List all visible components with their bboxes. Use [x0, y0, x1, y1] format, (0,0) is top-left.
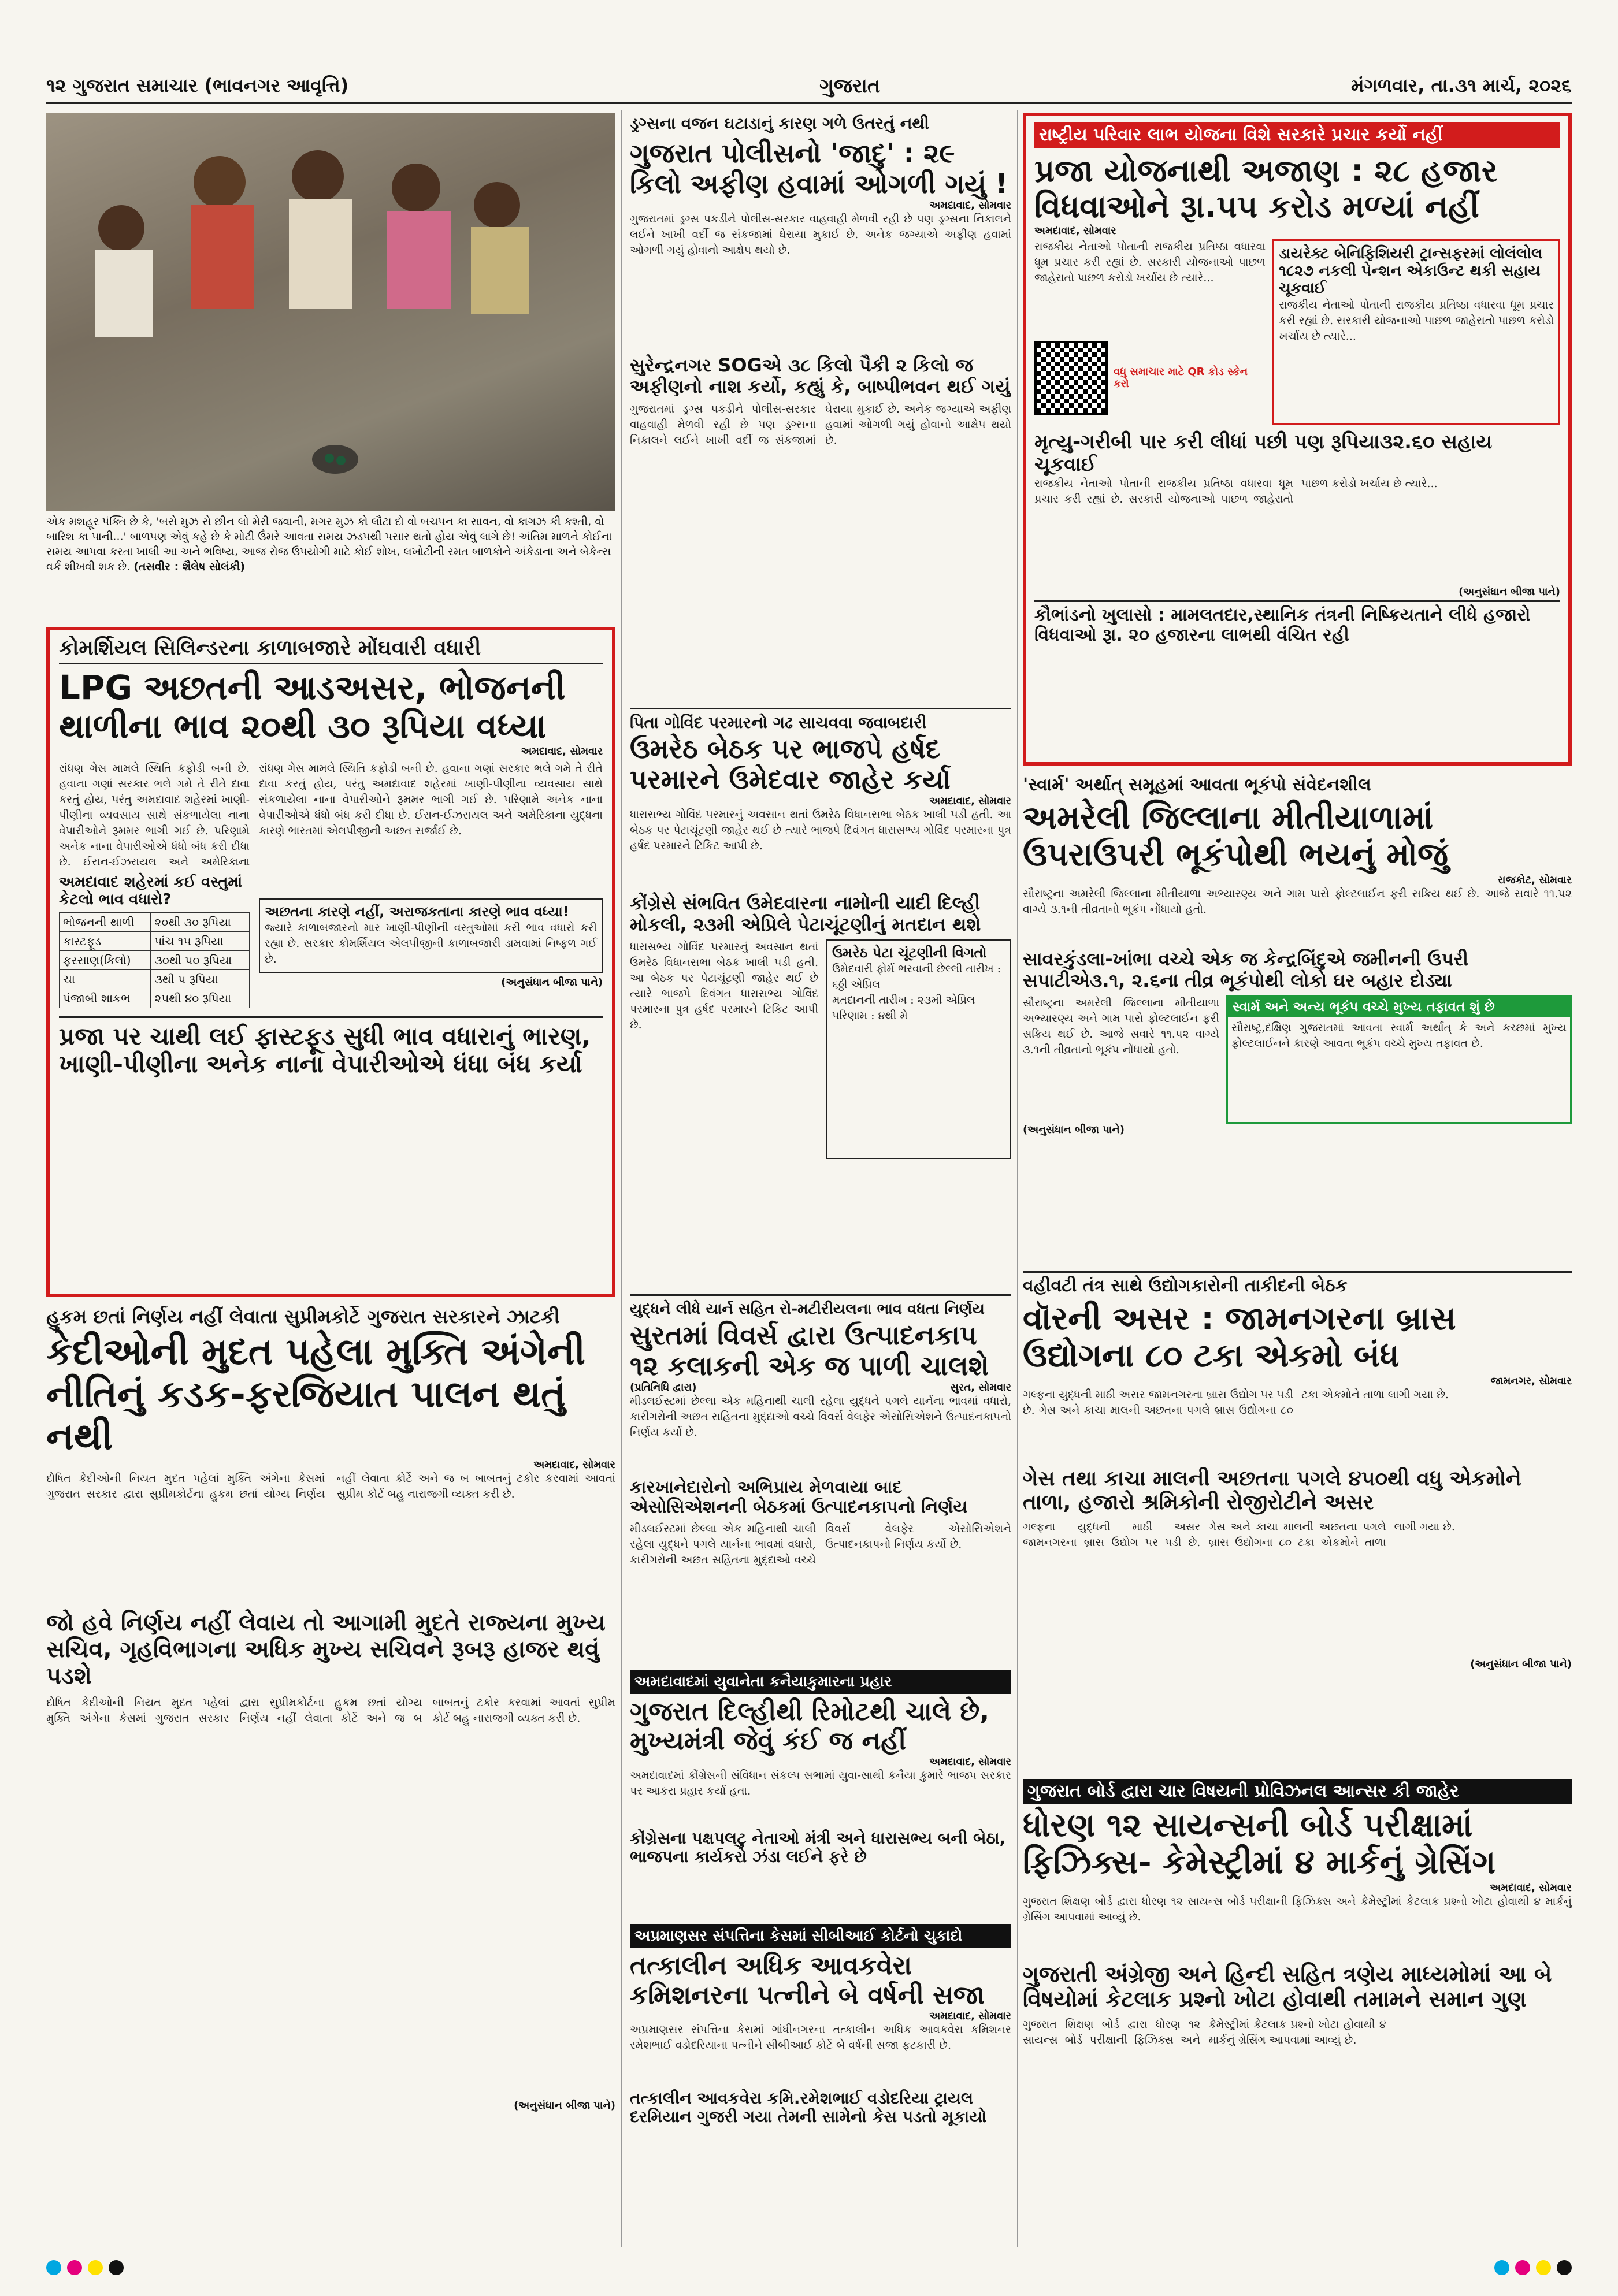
widow-headline: પ્રજા યોજનાથી અજાણ : ૨૮ હજાર વિધવાઓને રૂા.૫૫ કરોડ મળ્યાં નહીં: [1034, 153, 1498, 225]
inset-body: જ્યારે કાળાબજારનો માર ખાણી-પીણીની વસ્તુઓમાં કરી ભાવ વધારો કરી રહ્યા છે. સરકાર કોમર્શિયલ એલપીજીની કાળાબજારી ડામવામાં નિષ્ફળ ગઈ છે.: [265, 921, 597, 965]
police-story: [630, 113, 1011, 702]
cbi-headline: તત્કાલીન અધિક આવકવેરા કમિશનરના પત્નીને બે વર્ષની સજા: [630, 1951, 985, 2010]
quake-story: [1023, 774, 1572, 1268]
police-kicker: ડ્રગ્સના વજન ઘટાડાનું કારણ ગળે ઉતરતું નથી: [630, 114, 929, 133]
widow-body-continued: રાજકીય નેતાઓ પોતાની રાજકીય પ્રતિષ્ઠા વધારવા ધૂમ પ્રચાર કરી રહ્યાં છે. સરકારી યોજનાઓ પાછળ જાહેરાતો પાછળ કરોડો ખર્ચાય છે ત્યારે...: [1034, 477, 1438, 506]
inset-title: અછતના કારણે નહીં, અરાજકતાના કારણે ભાવ વધ્યા!: [265, 904, 569, 920]
dbt-box-body: રાજકીય નેતાઓ પોતાની રાજકીય પ્રતિષ્ઠા વધારવા ધૂમ પ્રચાર કરી રહ્યાં છે. સરકારી યોજનાઓ પાછળ જાહેરાતો પાછળ કરોડો ખર્ચાય છે ત્યારે...: [1279, 298, 1554, 343]
remote-dateline: અમદાવાદ, સોમવાર: [929, 1756, 1011, 1769]
registration-dot: [1557, 2260, 1572, 2275]
sc-body: દોષિત કેદીઓની નિયત મુદત પહેલાં મુક્તિ અંગેના કેસમાં ગુજરાત સરકાર દ્વારા સુપ્રીમકોર્ટના હુકમ છતાં યોગ્ય નિર્ણય નહીં લેવાતા કોર્ટે અને જ બ બાબતનું ટકોર કરવામાં આવતાં સુપ્રીમ કોર્ટ બહુ નારાજગી વ્યક્ત કરી છે.: [46, 1472, 615, 1500]
schedule-title: ઉમરેઠ પેટા ચૂંટણીની વિગતો: [832, 945, 987, 961]
police-headline: ગુજરાત પોલીસનો 'જાદુ' : ૨૯ કિલો અફીણ હવામાં ઓગળી ગયું !: [630, 138, 1008, 199]
quake-subhead: સાવરકુંડલા-ખાંભા વચ્ચે એક જ કેન્દ્રબિંદુએ જમીનની ઉપરી સપાટીએ૩.૧, ૨.૬ના તીવ્ર ભૂકંપોથી લોકો ઘર બહાર દોડ્યા: [1023, 948, 1469, 991]
exam-headline: ધોરણ ૧૨ સાયન્સની બોર્ડ પરીક્ષામાં ફિઝિક્સ- કેમેસ્ટ્રીમાં ૪ માર્કનું ગ્રેસિંગ: [1023, 1807, 1496, 1882]
widow-dateline: અમદાવાદ, સોમવાર: [1034, 225, 1116, 237]
exam-story: [1023, 1779, 1572, 2247]
surat-kicker: યુદ્ધને લીધે યાર્ન સહિત રો-મટીરીયલના ભાવ વધતા નિર્ણય: [630, 1294, 1011, 1320]
price-change: ૩૦થી ૫૦ રૂપિયા: [151, 951, 250, 970]
marbles-photo: [46, 113, 615, 511]
registration-dot: [46, 2260, 61, 2275]
exam-body-continued: ગુજરાત શિક્ષણ બોર્ડ દ્વારા ધોરણ ૧૨ સાયન્સ બોર્ડ પરીક્ષાની ફિઝિક્સ અને કેમેસ્ટ્રીમાં કેટલાક પ્રશ્નો ખોટા હોવાથી ૪ માર્કનું ગ્રેસિંગ આપવામાં આવ્યું છે.: [1023, 2018, 1386, 2047]
umreth-kicker: પિતા ગોવિંદ પરમારનો ગઢ સાચવવા જવાબદારી: [630, 708, 1011, 734]
cbi-subhead: તત્કાલીન આવકવેરા કમિ.રમેશભાઈ વડોદરિયા ટ્રાયલ દરમિયાન ગુજરી ગયા તેમની સામેનો કેસ પડતો મૂકાયો: [630, 2089, 987, 2127]
page-title: ૧૨ ગુજરાત સમાચાર (ભાવનગર આવૃત્તિ): [46, 75, 349, 96]
price-change: ૩થી ૫ રૂપિયા: [151, 970, 250, 989]
widow-expose: કૌભાંડનો ખુલાસો : મામલતદાર,સ્થાનિક તંત્રની નિષ્ક્રિયતાને લીધે હજારો વિધવાઓ રૂા. ૨૦ હજારના લાભથી વંચિત રહી: [1034, 600, 1560, 645]
price-item: ભોજનની થાળી: [60, 913, 151, 932]
quake-body-continued: સૌરાષ્ટ્રના અમરેલી જિલ્લાના મીતીયાળા અભ્યારણ્ય અને ગામ પાસે ફોલ્ટલાઈન ફરી સક્રિય થઈ છે. આજે સવારે ૧૧.૫૨ વાગ્યે ૩.૧ની તીવ્રતાનો ભૂકંપ નોંધાયો હતો.: [1023, 997, 1219, 1057]
price-item: ચા: [60, 970, 151, 989]
brass-dateline: જામનગર, સોમવાર: [1490, 1374, 1572, 1387]
swarm-box: [1226, 995, 1572, 1124]
exam-body: ગુજરાત શિક્ષણ બોર્ડ દ્વારા ધોરણ ૧૨ સાયન્સ બોર્ડ પરીક્ષાની ફિઝિક્સ અને કેમેસ્ટ્રીમાં કેટલાક પ્રશ્નો ખોટા હોવાથી ૪ માર્કનું ગ્રેસિંગ આપવામાં આવ્યું છે.: [1023, 1894, 1572, 1923]
remote-headline: ગુજરાત દિલ્હીથી રિમોટથી ચાલે છે, મુખ્યમંત્રી જેવું કંઈ જ નહીં: [630, 1697, 990, 1756]
surat-dateline: સુરત, સોમવાર: [950, 1381, 1011, 1394]
quake-headline: અમરેલી જિલ્લાના મીતીયાળામાં ઉપરાઉપરી ભૂકંપોથી ભયનું મોજું: [1023, 799, 1449, 874]
brass-kicker: વહીવટી તંત્ર સાથે ઉદ્યોગકારોની તાકીદની બેઠક: [1023, 1271, 1572, 1297]
registration-dot: [109, 2260, 124, 2275]
lpg-dateline: અમદાવાદ, સોમવાર: [521, 745, 603, 758]
lpg-bottom-line: પ્રજા પર ચાથી લઈ ફાસ્ટફૂડ સુધી ભાવ વધારાનું ભારણ, ખાણી-પીણીના અનેક નાના વેપારીઓએ ધંધા બંધ કર્યા: [59, 1016, 603, 1079]
qr-block[interactable]: [1034, 341, 1266, 415]
table-row: [60, 913, 250, 932]
brass-story: [1023, 1271, 1572, 1774]
registration-marks: [1225, 2256, 1572, 2279]
registration-dot: [1515, 2260, 1530, 2275]
umreth-story: [630, 708, 1011, 1286]
children-playing-illustration: [46, 113, 615, 511]
umreth-subhead: કોંગ્રેસે સંભવિત ઉમેદવારના નામોની યાદી દિલ્હી મોકલી, ૨૩મી એપ્રિલે પેટાચૂંટણીનું મતદાન થશે: [630, 891, 981, 935]
police-subhead: સુરેન્દ્રનગર SOGએ ૩૮ કિલો પૈકી ૨ કિલો જ અફીણનો નાશ કર્યો, કહ્યું કે, બાષ્પીભવન થઈ ગયું: [630, 354, 1011, 397]
quake-more-link[interactable]: (અનુસંધાન બીજા પાને): [1023, 1124, 1125, 1136]
remote-subhead: કોંગ્રેસના પક્ષપલટુ નેતાઓ મંત્રી અને ધારાસભ્ય બની બેઠા, ભાજપના કાર્યકરો ઝંડા લઈને ફરે છે: [630, 1829, 1006, 1867]
cbi-body: અપ્રમાણસર સંપત્તિના કેસમાં ગાંધીનગરના તત્કાલીન અધિક આવકવેરા કમિશનર રમેશભાઈ વડોદરિયાના પત્નીને સીબીઆઈ કોર્ટે બે વર્ષની સજા ફટકારી છે.: [630, 2023, 1011, 2052]
dbt-box: [1272, 239, 1560, 425]
brass-subhead: ગેસ તથા કાચા માલની અછતના પગલે ૪૫૦થી વધુ એકમોને તાળા, હજારો શ્રમિકોની રોજીરોટીને અસર: [1023, 1466, 1521, 1515]
brass-more-link[interactable]: (અનુસંધાન બીજા પાને): [1470, 1658, 1572, 1670]
swarm-box-title: સ્વાર્મ અને અન્ય ભૂકંપ વચ્ચે મુખ્ય તફાવત શું છે: [1228, 997, 1570, 1017]
lpg-story: [46, 627, 615, 1297]
widow-subhead: મૃત્યુ-ગરીબી પાર કરી લીધાં પછી પણ રૂપિયા૩૨.૬૦ સહાય ચૂકવાઈ: [1034, 430, 1493, 476]
umreth-dateline: અમદાવાદ, સોમવાર: [929, 794, 1011, 807]
sc-kicker: હુકમ છતાં નિર્ણય નહીં લેવાતા સુપ્રીમકોર્ટે ગુજરાત સરકારને ઝાટકી: [46, 1306, 560, 1328]
cbi-story: [630, 1924, 1011, 2247]
surat-headline: સુરતમાં વિવર્સ દ્વારા ઉત્પાદનકાપ ૧૨ કલાકની એક જ પાળી ચાલશે: [630, 1320, 989, 1381]
sc-dateline: અમદાવાદ, સોમવાર: [533, 1458, 615, 1471]
sc-headline: કેદીઓની મુદત પહેલા મુક્તિ અંગેની નીતિનું કડક-ફરજિયાત પાલન થતું નથી: [46, 1331, 585, 1459]
remote-body: અમદાવાદમાં કોંગ્રેસની સંવિધાન સંકલ્પ સભામાં યુવા-સાથી કનૈયા કુમારે ભાજપ સરકાર પર આકરા પ્રહાર કર્યા હતા.: [630, 1769, 1011, 1798]
cbi-kicker: અપ્રમાણસર સંપત્તિના કેસમાં સીબીઆઈ કોર્ટનો ચુકાદો: [630, 1924, 1011, 1948]
masthead: [46, 69, 1572, 104]
exam-kicker: ગુજરાત બોર્ડ દ્વારા ચાર વિષયની પ્રોવિઝનલ આન્સર કી જાહેર: [1023, 1779, 1572, 1804]
price-change: ૨૦થી ૩૦ રૂપિયા: [151, 913, 250, 932]
price-item: કાસ્ટફૂડ: [60, 932, 151, 951]
registration-dot: [88, 2260, 103, 2275]
police-body: ગુજરાતમાં ડ્રગ્સ પકડીને પોલીસ-સરકાર વાહવાહી મેળવી રહી છે પણ ડ્રગ્સના નિકાલને લઈને ખાખી વર્દી જ સંકજામાં ઘેરાયા મુકાઈ છે. અનેક જગ્યાએ અફીણ હવામાં ઓગળી ગયું હોવાનો આક્ષેપ થયો છે.: [630, 212, 1011, 257]
brass-body-continued: ગલ્ફના યુદ્ધની માઠી અસર જામનગરના બ્રાસ ઉદ્યોગ પર પડી છે. ગેસ અને કાચા માલની અછતના પગલે બ્રાસ ઉદ્યોગના ૮૦ ટકા એકમોને તાળા લાગી ગયા છે.: [1023, 1520, 1455, 1549]
price-table: [59, 912, 250, 1008]
brass-body: ગલ્ફના યુદ્ધની માઠી અસર જામનગરના બ્રાસ ઉદ્યોગ પર પડી છે. ગેસ અને કાચા માલની અછતના પગલે બ્રાસ ઉદ્યોગના ૮૦ ટકા એકમોને તાળા લાગી ગયા છે.: [1023, 1388, 1449, 1417]
registration-dot: [67, 2260, 82, 2275]
schedule-box: [826, 939, 1011, 1159]
lpg-body: રાંધણ ગેસ મામલે સ્થિતિ કફોડી બની છે. હવાના ગણાં સરકાર ભલે ગમે તે રીતે દાવા કરતું હોય, પરંતુ અમદાવાદ શહેરમાં ખાણી-પીણીના વ્યવસાય સાથે સંકળાયેલા નાના વેપારીઓને રૂમમર ભાગી ગઈ છે. પરિણામે અનેક નાના વેપારીઓએ ધંધો બંધ કરી દીધા છે. ઈરાન-ઈઝરાયલ અને અમેરિકાના: [59, 762, 250, 869]
police-dateline: અમદાવાદ, સોમવાર: [929, 199, 1011, 211]
widow-more-link[interactable]: (અનુસંધાન બીજા પાને): [1459, 586, 1560, 599]
sc-subhead: જો હવે નિર્ણય નહીં લેવાય તો આગામી મુદતે રાજ્યના મુખ્ય સચિવ, ગૃહવિભાગના અધિક મુખ્ય સચિવને રૂબરૂ હાજર થવું પડશે: [46, 1609, 606, 1689]
issue-date: મંગળવાર, તા.૩૧ માર્ચ, ૨૦૨૬: [1351, 75, 1572, 96]
quake-kicker: 'સ્વાર્મ' અર્થાત્ સમૂહમાં આવતા ભૂકંપો સંવેદનશીલ: [1023, 775, 1371, 795]
lpg-headline: LPG અછતની આડઅસર, ભોજનની થાળીના ભાવ ૨૦થી ૩૦ રૂપિયા વધ્યા: [59, 668, 566, 746]
schedule-body: ઉમેદવારી ફોર્મ ભરવાની છેલ્લી તારીખ : ૬ઠ્ઠી એપ્રિલ મતદાનની તારીખ : ૨૩મી એપ્રિલ પરિણામ : ૪થી મે: [832, 962, 1001, 1022]
photo-credit: (તસવીર : શૈલેષ સોલંકી): [133, 560, 246, 573]
surat-subhead: કારખાનેદારોનો અભિપ્રાય મેળવાયા બાદ એસોસિએશનની બેઠકમાં ઉત્પાદનકાપનો નિર્ણય: [630, 1477, 968, 1518]
surat-byline: (પ્રતિનિધિ દ્વારા): [630, 1381, 697, 1394]
sc-more-link[interactable]: (અનુસંધાન બીજા પાને): [514, 2099, 615, 2112]
brass-headline: વૉરની અસર : જામનગરના બ્રાસ ઉદ્યોગના ૮૦ ટકા એકમો બંધ: [1023, 1300, 1456, 1375]
police-body-continued: ગુજરાતમાં ડ્રગ્સ પકડીને પોલીસ-સરકાર વાહવાહી મેળવી રહી છે પણ ડ્રગ્સના નિકાલને લઈને ખાખી વર્દી જ સંકજામાં ઘેરાયા મુકાઈ છે. અનેક જગ્યાએ અફીણ હવામાં ઓગળી ગયું હોવાનો આક્ષેપ થયો છે.: [630, 403, 1011, 447]
umreth-headline: ઉમરેઠ બેઠક પર ભાજપે હર્ષદ પરમારને ઉમેદવાર જાહેર કર્યા: [630, 733, 951, 795]
exam-dateline: અમદાવાદ, સોમવાર: [1490, 1881, 1572, 1894]
column-rule: [621, 110, 622, 2247]
price-change: ૨૫થી ૪૦ રૂપિયા: [151, 989, 250, 1008]
lpg-kicker: કોમર્શિયલ સિલિન્ડરના કાળાબજારે મોંઘવારી વધારી: [59, 637, 603, 664]
swarm-box-body: સૌરાષ્ટ્ર,દક્ષિણ ગુજરાતમાં આવતા સ્વાર્મ અર્થાત્ કે અને કચ્છમાં મુખ્ય ફોલ્ટલાઈનને કારણે આવતા ભૂકંપ વચ્ચે મુખ્ય તફાવત છે.: [1231, 1021, 1567, 1050]
photo-caption: [46, 514, 615, 618]
table-row: [60, 932, 250, 951]
surat-body-continued: મીડલઈસ્ટમાં છેલ્લા એક મહિનાથી ચાલી રહેલા યુદ્ધને પગલે યાર્નના ભાવમાં વધારો, કારીગરોની અછત સહિતના મુદ્દાઓ વચ્ચે વિવર્સ વેલફેર એસોસિએશને ઉત્પાદનકાપનો નિર્ણય કર્યો છે.: [630, 1522, 1011, 1566]
lpg-body-continued: રાંધણ ગેસ મામલે સ્થિતિ કફોડી બની છે. હવાના ગણાં સરકાર ભલે ગમે તે રીતે દાવા કરતું હોય, પરંતુ અમદાવાદ શહેરમાં ખાણી-પીણીના વ્યવસાય સાથે સંકળાયેલા નાના વેપારીઓને રૂમમર ભાગી ગઈ છે. પરિણામે અનેક નાના વેપારીઓએ ધંધો બંધ કરી દીધા છે. ઈરાન-ઈઝરાયલ અને અમેરિકાના યુદ્ધના કારણે ભારતમાં એલપીજીની અછત સર્જાઈ છે.: [259, 762, 603, 838]
caption-text: એક મશહૂર પંક્તિ છે કે, 'બસે મુઝ સે છીન લો મેરી જવાની, મગર મુઝ કો લૌટા દો વો બચપન કા સાવન, વો કાગઝ કી કશ્તી, વો બારિશ કા પાની...' બાળપણ એવું કહે છે કે મોટી ઉંમરે આવતા સમય ઝડપથી પસાર થતો હોય એવું લાગે છે! અંતિમ માળને કોઈના સમય આપવા કરતા ખાલી આ અને ભવિષ્ય, આજ રોજ ઉપયોગી માટે કોઈ શોખ, લખોટીની રમત બાળકોને અંકેડાના અને બેકેન્સ વર્ક શીખવી શક છે.: [46, 515, 612, 573]
umreth-body-continued: ધારાસભ્ય ગોવિંદ પરમારનું અવસાન થતાં ઉમરેઠ વિધાનસભા બેઠક ખાલી પડી હતી. આ બેઠક પર પેટાચૂંટણી જાહેર થઈ છે ત્યારે ભાજપે દિવંગત ધારાસભ્ય ગોવિંદ પરમારના પુત્ર હર્ષદ પરમારને ટિકિટ આપી છે.: [630, 941, 818, 1032]
surat-story: [630, 1294, 1011, 1664]
table-row: [60, 951, 250, 970]
qr-note: વધુ સમાચાર માટે QR કોડ સ્કેન કરો: [1114, 366, 1248, 391]
exam-subhead: ગુજરાતી અંગ્રેજી અને હિન્દી સહિત ત્રણેય માધ્યમોમાં આ બે વિષયોમાં કેટલાક પ્રશ્નો ખોટા હોવાથી તમામને સમાન ગુણ: [1023, 1961, 1552, 2012]
remote-story: [630, 1670, 1011, 1918]
surat-body: મીડલઈસ્ટમાં છેલ્લા એક મહિનાથી ચાલી રહેલા યુદ્ધને પગલે યાર્નના ભાવમાં વધારો, કારીગરોની અછત સહિતના મુદ્દાઓ વચ્ચે વિવર્સ વેલફેર એસોસિએશને ઉત્પાદનકાપનો નિર્ણય કર્યો છે.: [630, 1394, 1011, 1439]
widow-story: [1023, 113, 1572, 766]
qr-code-icon[interactable]: [1034, 341, 1108, 415]
registration-marks: [46, 2256, 393, 2279]
price-item: ફરસાણ(કિલો): [60, 951, 151, 970]
registration-dot: [1494, 2260, 1509, 2275]
registration-dot: [1536, 2260, 1551, 2275]
table-row: [60, 989, 250, 1008]
column-rule: [1017, 110, 1018, 2247]
price-item: પંજાબી શાકભ: [60, 989, 151, 1008]
cbi-dateline: અમદાવાદ, સોમવાર: [929, 2010, 1011, 2023]
lpg-price-subhead: અમદાવાદ શહેરમાં કઈ વસ્તુમાં કેટલો ભાવ વધારો?: [59, 874, 243, 909]
widow-body: રાજકીય નેતાઓ પોતાની રાજકીય પ્રતિષ્ઠા વધારવા ધૂમ પ્રચાર કરી રહ્યાં છે. સરકારી યોજનાઓ પાછળ જાહેરાતો પાછળ કરોડો ખર્ચાય છે ત્યારે...: [1034, 240, 1266, 285]
section-name: ગુજરાત: [819, 74, 881, 98]
remote-kicker: અમદાવાદમાં યુવાનેતા કનૈયાકુમારના પ્રહાર: [630, 1670, 1011, 1694]
quake-dateline: રાજકોટ, સોમવાર: [1497, 874, 1572, 886]
dbt-box-title: ડાયરેક્ટ બેનિફિશિયરી ટ્રાન્સફરમાં લોલંલોલ ૧૮૨૭ નકલી પેન્શન એકાઉન્ટ થકી સહાય ચૂકવાઈ: [1279, 245, 1543, 297]
quake-body: સૌરાષ્ટ્રના અમરેલી જિલ્લાના મીતીયાળા અભ્યારણ્ય અને ગામ પાસે ફોલ્ટલાઈન ફરી સક્રિય થઈ છે. આજે સવારે ૧૧.૫૨ વાગ્યે ૩.૧ની તીવ્રતાનો ભૂકંપ નોંધાયો હતો.: [1023, 887, 1572, 916]
lpg-more-link[interactable]: (અનુસંધાન બીજા પાને): [501, 976, 603, 989]
widow-kicker: રાષ્ટ્રીય પરિવાર લાભ યોજના વિશે સરકારે પ્રચાર કર્યો નહીં: [1034, 122, 1560, 148]
umreth-body: ધારાસભ્ય ગોવિંદ પરમારનું અવસાન થતાં ઉમરેઠ વિધાનસભા બેઠક ખાલી પડી હતી. આ બેઠક પર પેટાચૂંટણી જાહેર થઈ છે ત્યારે ભાજપે દિવંગત ધારાસભ્ય ગોવિંદ પરમારના પુત્ર હર્ષદ પરમારને ટિકિટ આપી છે.: [630, 808, 1011, 852]
lpg-inset-box: [259, 898, 603, 973]
table-row: [60, 970, 250, 989]
sc-story: [46, 1306, 615, 2242]
price-change: પાંચ ૧૫ રૂપિયા: [151, 932, 250, 951]
sc-body-continued: દોષિત કેદીઓની નિયત મુદત પહેલાં મુક્તિ અંગેના કેસમાં ગુજરાત સરકાર દ્વારા સુપ્રીમકોર્ટના હુકમ છતાં યોગ્ય નિર્ણય નહીં લેવાતા કોર્ટે અને જ બ બાબતનું ટકોર કરવામાં આવતાં સુપ્રીમ કોર્ટ બહુ નારાજગી વ્યક્ત કરી છે.: [46, 1696, 615, 1725]
